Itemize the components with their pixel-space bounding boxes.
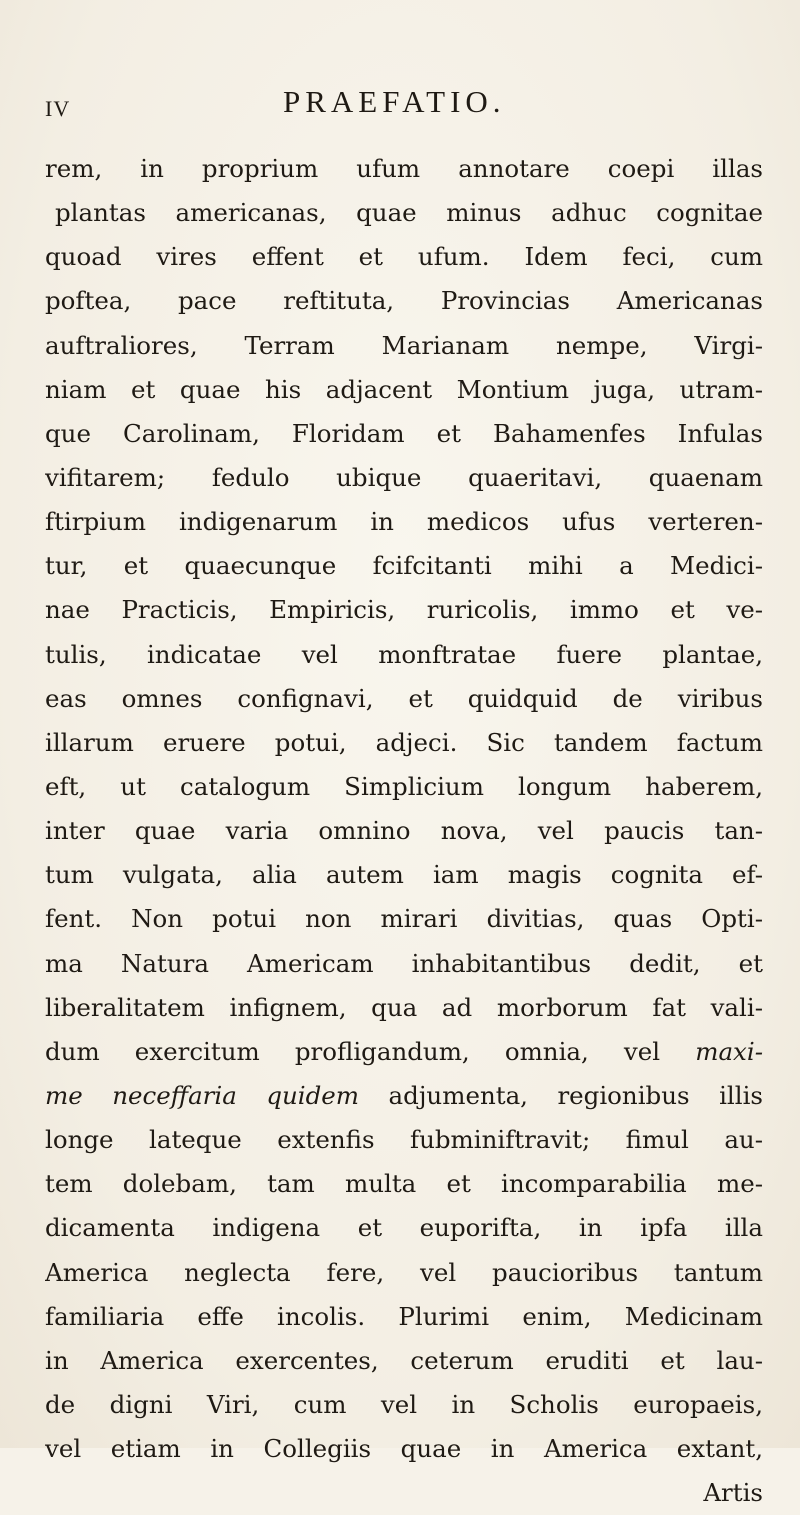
page-number: IV <box>45 96 71 121</box>
text-line-13: eas omnes confignavi, et quidquid de viribus <box>45 683 763 713</box>
text-line-7: que Carolinam, Floridam et Bahamenfes Infulas <box>45 418 763 448</box>
running-head <box>45 84 765 124</box>
text-line-16: inter quae varia omnino nova, vel paucis tan- <box>45 816 763 846</box>
text-line-17: tum vulgata, alia autem iam magis cognita ef- <box>45 860 763 890</box>
text-line-29: de digni Viri, cum vel in Scholis europaeis, <box>45 1389 763 1419</box>
text-line-8: vifitarem; fedulo ubique quaeritavi, quaenam <box>45 462 763 492</box>
text-line-5: auftraliores, Terram Marianam nempe, Virgi- <box>45 330 763 360</box>
text-line-22 <box>45 1074 763 1118</box>
text-line-24: tem dolebam, tam multa et incomparabilia me- <box>45 1169 763 1199</box>
text-line-21-roman: dum exercitum profligandum, omnia, vel <box>45 1036 661 1066</box>
text-line-23: longe lateque extenfis fubminiftravit; fimul au- <box>45 1125 763 1155</box>
text-line-12: tulis, indicatae vel monftratae fuere plantae, <box>45 639 763 669</box>
text-line-2: plantas americanas, quae minus adhuc cognitae <box>55 198 763 228</box>
text-line-21-italic: maxi- <box>695 1036 763 1066</box>
body-text <box>45 147 763 1515</box>
text-line-4: poftea, pace reftituta, Provincias Americanas <box>45 286 763 316</box>
text-line-27: familiaria effe incolis. Plurimi enim, Medicinam <box>45 1301 763 1331</box>
text-line-28: in America exercentes, ceterum eruditi et lau- <box>45 1345 763 1375</box>
text-line-22-roman: adjumenta, regionibus illis <box>388 1080 763 1110</box>
text-line-30: vel etiam in Collegiis quae in America extant, <box>45 1434 763 1464</box>
text-line-10: tur, et quaecunque fcifcitanti mihi a Medici- <box>45 551 763 581</box>
text-line-1: rem, in proprium ufum annotare coepi illas <box>45 154 763 183</box>
text-line-22-italic: me neceffaria quidem <box>45 1080 360 1110</box>
text-line-9: ftirpium indigenarum in medicos ufus verteren- <box>45 507 763 537</box>
text-line-21 <box>45 1030 763 1074</box>
running-title: PRAEFATIO. <box>283 84 506 119</box>
text-line-25: dicamenta indigena et euporifta, in ipfa illa <box>45 1213 763 1243</box>
catchword: Artis <box>703 1478 763 1508</box>
text-line-26: America neglecta fere, vel paucioribus tantum <box>45 1257 763 1287</box>
text-line-18: fent. Non potui non mirari divitias, quas Opti- <box>45 904 763 934</box>
text-line-19: ma Natura Americam inhabitantibus dedit, et <box>45 948 763 978</box>
text-line-15: eft, ut catalogum Simplicium longum haberem, <box>45 771 763 801</box>
text-line-3: quoad vires effent et ufum. Idem feci, cum <box>45 242 763 272</box>
text-line-11: nae Practicis, Empiricis, ruricolis, immo et ve- <box>45 595 763 625</box>
text-line-14: illarum eruere potui, adjeci. Sic tandem factum <box>45 727 763 757</box>
text-line-20: liberalitatem infignem, qua ad morborum fat vali- <box>45 992 763 1022</box>
text-line-6: niam et quae his adjacent Montium juga, utram- <box>45 374 763 404</box>
